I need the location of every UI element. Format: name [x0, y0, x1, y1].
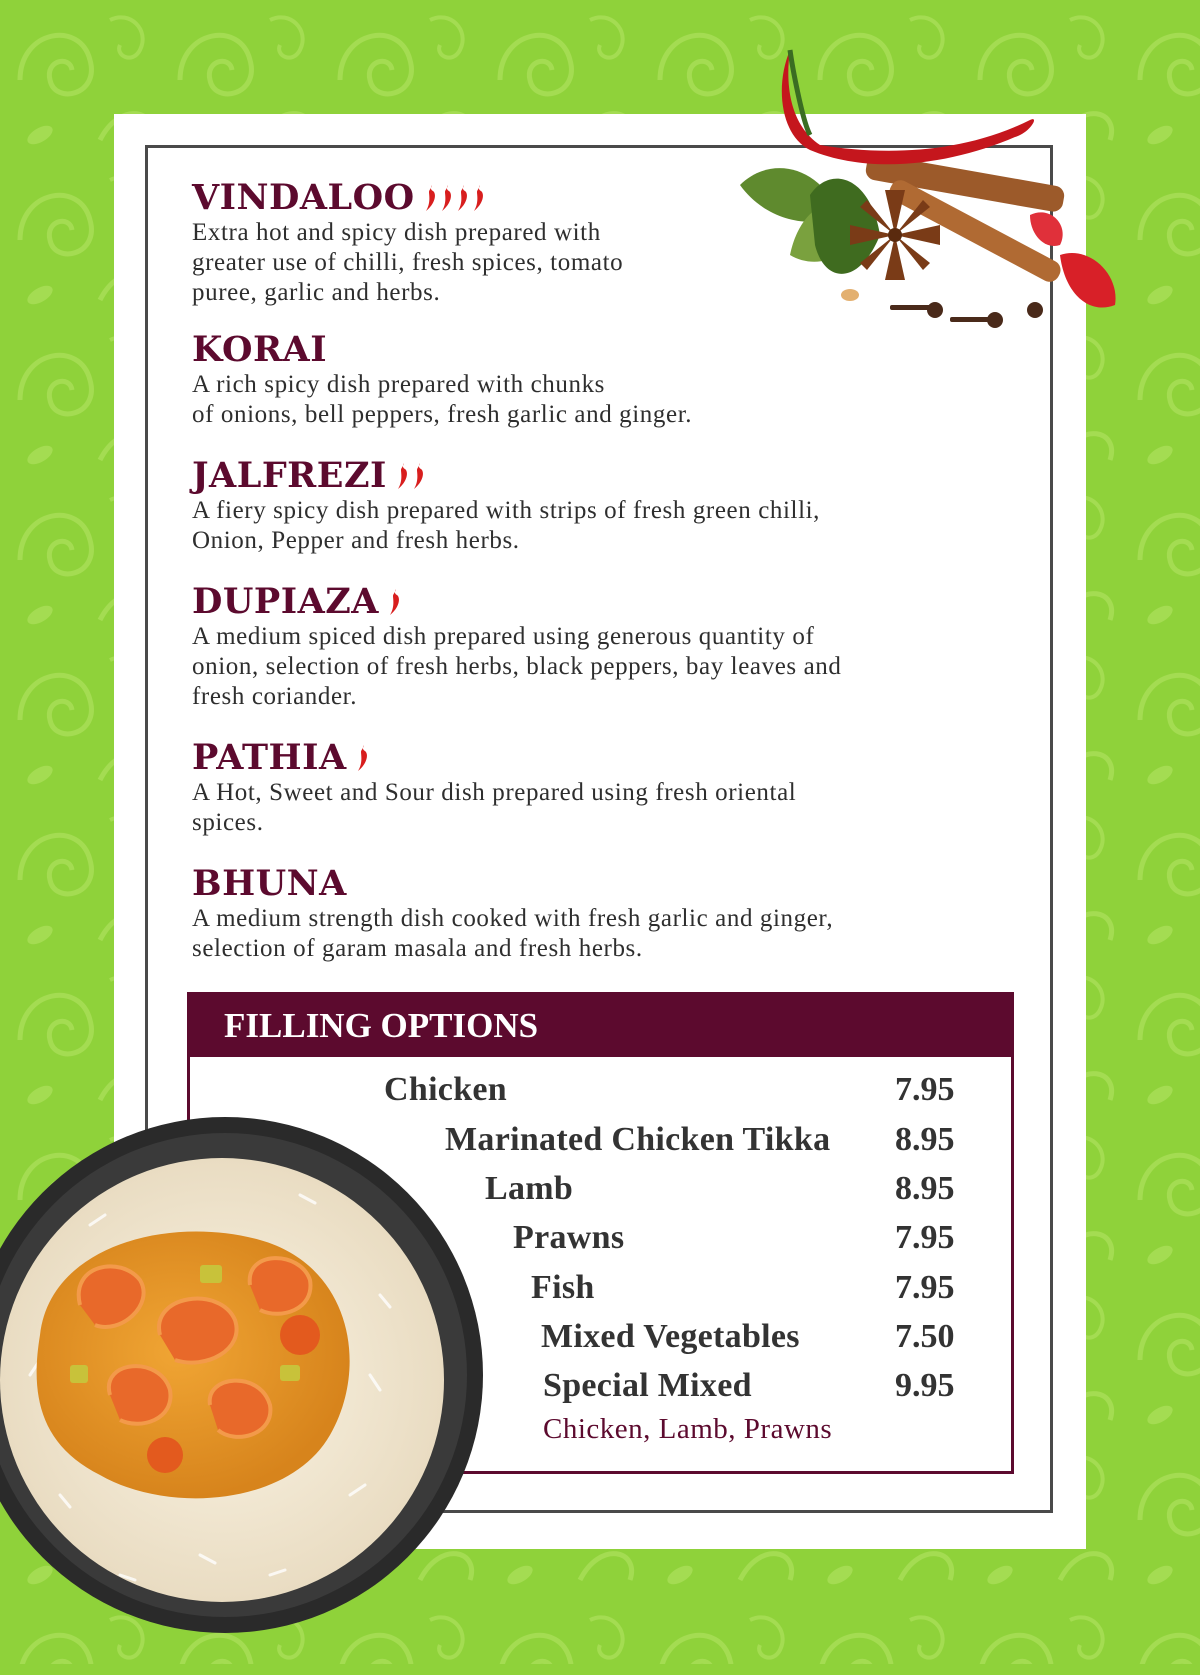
- option-marinated-chicken-tikka: Marinated Chicken Tikka: [445, 1121, 831, 1158]
- price-marinated-chicken-tikka: 8.95: [895, 1121, 955, 1158]
- option-prawns: Prawns: [513, 1219, 625, 1256]
- option-chicken: Chicken: [384, 1071, 508, 1108]
- price-special-mixed: 9.95: [895, 1367, 955, 1404]
- chili-icon: [455, 184, 471, 212]
- dish-name: BHUNA: [192, 863, 347, 904]
- price-fish: 7.95: [895, 1269, 955, 1306]
- desc-line: of onions, bell peppers, fresh garlic and ginger.: [192, 401, 693, 428]
- price-chicken: 7.95: [895, 1071, 955, 1108]
- chili-rating: [395, 462, 427, 490]
- special-mixed-note: Chicken, Lamb, Prawns: [543, 1413, 833, 1445]
- dish-name: PATHIA: [192, 737, 347, 778]
- dish-description: [192, 622, 992, 712]
- desc-line: A medium strength dish cooked with fresh garlic and ginger,: [192, 905, 834, 932]
- dish-name: DUPIAZA: [192, 581, 379, 622]
- desc-line: A medium spiced dish prepared using generous quantity of: [192, 623, 815, 650]
- dish-name: JALFREZI: [192, 455, 387, 496]
- dish-description: [192, 370, 992, 430]
- dish-vindaloo: [192, 178, 992, 308]
- dish-jalfrezi: [192, 456, 992, 556]
- desc-line: Onion, Pepper and fresh herbs.: [192, 527, 520, 554]
- dish-bhuna: [192, 864, 992, 964]
- dish-description: [192, 496, 992, 556]
- chili-rating: [387, 588, 403, 616]
- chili-icon: [395, 462, 411, 490]
- desc-line: Extra hot and spicy dish prepared with: [192, 219, 601, 246]
- option-fish: Fish: [531, 1269, 595, 1306]
- desc-line: fresh coriander.: [192, 683, 358, 710]
- price-mixed-vegetables: 7.50: [895, 1318, 955, 1355]
- dish-pathia: [192, 738, 992, 838]
- chili-icon: [355, 744, 371, 772]
- option-lamb: Lamb: [485, 1170, 574, 1207]
- chili-icon: [411, 462, 427, 490]
- desc-line: spices.: [192, 809, 264, 836]
- price-prawns: 7.95: [895, 1219, 955, 1256]
- dish-korai: [192, 330, 992, 430]
- desc-line: selection of garam masala and fresh herbs.: [192, 935, 643, 962]
- desc-line: puree, garlic and herbs.: [192, 279, 441, 306]
- desc-line: A Hot, Sweet and Sour dish prepared using fresh oriental: [192, 779, 797, 806]
- dish-name: KORAI: [192, 329, 328, 370]
- option-mixed-vegetables: Mixed Vegetables: [541, 1318, 800, 1355]
- desc-line: A fiery spicy dish prepared with strips of fresh green chilli,: [192, 497, 821, 524]
- chili-icon: [439, 184, 455, 212]
- dish-name: VINDALOO: [192, 177, 415, 218]
- desc-line: greater use of chilli, fresh spices, tomato: [192, 249, 624, 276]
- dish-description: [192, 778, 992, 838]
- filling-options-title: FILLING OPTIONS: [190, 995, 1011, 1057]
- prawn-curry-bowl-image: [0, 1075, 520, 1675]
- dish-description: [192, 218, 992, 308]
- desc-line: A rich spicy dish prepared with chunks: [192, 371, 605, 398]
- dish-dupiaza: [192, 582, 992, 712]
- chili-rating: [423, 184, 487, 212]
- chili-icon: [471, 184, 487, 212]
- dish-description: [192, 904, 992, 964]
- chili-icon: [423, 184, 439, 212]
- option-special-mixed: Special Mixed: [543, 1367, 752, 1404]
- desc-line: onion, selection of fresh herbs, black peppers, bay leaves and: [192, 653, 842, 680]
- chili-icon: [387, 588, 403, 616]
- chili-rating: [355, 744, 371, 772]
- price-lamb: 8.95: [895, 1170, 955, 1207]
